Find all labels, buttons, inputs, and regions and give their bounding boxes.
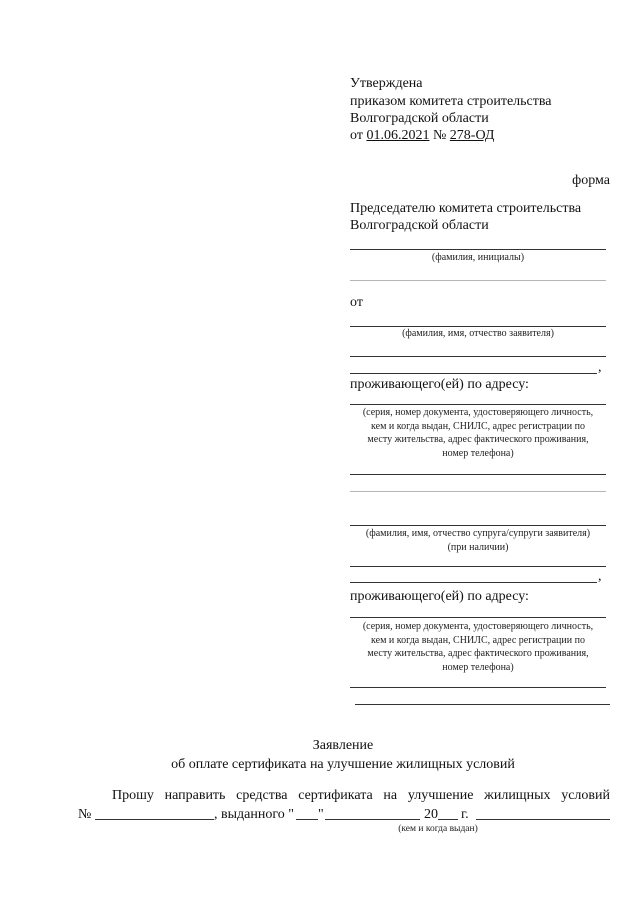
issue-month-line — [325, 819, 420, 820]
spouse-details-hint-line-3: месту жительства, адрес фактического проживания, — [367, 648, 589, 660]
certificate-number-line — [95, 819, 214, 820]
addressee-extra-line — [350, 280, 606, 281]
spouse-name-line — [350, 525, 606, 526]
applicant-details-hint — [350, 406, 606, 461]
applicant-address-line — [350, 404, 606, 405]
statement-subtitle: об оплате сертификата на улучшение жилищных условий — [171, 757, 515, 772]
issued-hint: (кем и когда выдан) — [398, 824, 478, 834]
addressee-line-2: Волгоградской области — [350, 218, 489, 233]
applicant-details-hint-line-1: (серия, номер документа, удостоверяющего личность, — [362, 407, 594, 418]
applicant-details-line-2 — [350, 491, 606, 492]
applicant-address-label: проживающего(ей) по адресу: — [350, 377, 529, 392]
spouse-details-line-1 — [350, 687, 606, 688]
statement-title: Заявление — [312, 738, 374, 753]
spouse-comma: , — [598, 569, 602, 584]
applicant-details-hint-line-2: кем и когда выдан, СНИЛС, адрес регистрации по — [371, 420, 585, 432]
applicant-details-hint-line-3: месту жительства, адрес фактического проживания, — [367, 434, 589, 446]
certificate-number-sign: № — [78, 807, 92, 822]
applicant-details-hint-line-4: номер телефона) — [442, 448, 514, 460]
spouse-details-line-2 — [355, 704, 610, 705]
statement-request-text: Прошу направить средства сертификата на улучшение жилищных условий — [112, 788, 610, 803]
form-label: форма — [572, 173, 610, 188]
approval-line-2: приказом комитета строительства — [350, 94, 552, 109]
approval-date-prefix: от — [350, 128, 363, 143]
spouse-details-hint — [350, 620, 606, 675]
spouse-details-hint-line-1: (серия, номер документа, удостоверяющего личность, — [362, 621, 594, 632]
spouse-details-hint-line-2: кем и когда выдан, СНИЛС, адрес регистрации по — [371, 634, 585, 646]
spouse-name-hint-text: (фамилия, имя, отчество супруга/супруги заявителя) — [365, 528, 591, 539]
spouse-details-hint-line-4: номер телефона) — [442, 662, 514, 674]
issued-by-label: , выданного " — [214, 807, 294, 822]
addressee-name-line — [350, 249, 606, 250]
approval-date: 01.06.2021 — [366, 128, 430, 143]
issue-year-suffix: г. — [461, 807, 469, 822]
issue-day-quote-close: " — [318, 807, 324, 822]
approval-number: 278-ОД — [449, 128, 495, 143]
issue-day-line — [296, 819, 318, 820]
approval-number-prefix: № — [432, 128, 447, 143]
applicant-name-line-2 — [350, 356, 606, 357]
applicant-details-line-1 — [350, 474, 606, 475]
applicant-name-line-3 — [350, 373, 597, 374]
issue-year-line — [438, 819, 458, 820]
applicant-from-label: от — [350, 295, 363, 310]
spouse-name-line-3 — [350, 582, 597, 583]
spouse-name-hint — [350, 527, 606, 555]
approval-date-line — [350, 127, 494, 144]
addressee-name-hint: (фамилия, инициалы) — [431, 252, 525, 263]
spouse-name-line-2 — [350, 566, 606, 567]
applicant-name-hint: (фамилия, имя, отчество заявителя) — [402, 328, 554, 339]
issuer-line — [476, 819, 610, 820]
spouse-name-hint-note: (при наличии) — [447, 542, 509, 553]
approval-line-1: Утверждена — [350, 76, 423, 91]
addressee-line-1: Председателю комитета строительства — [350, 201, 582, 216]
spouse-address-line — [350, 617, 606, 618]
issue-year-prefix: 20 — [424, 807, 438, 822]
spouse-address-label: проживающего(ей) по адресу: — [350, 589, 529, 604]
applicant-comma: , — [598, 360, 602, 375]
approval-line-3: Волгоградской области — [350, 111, 489, 126]
